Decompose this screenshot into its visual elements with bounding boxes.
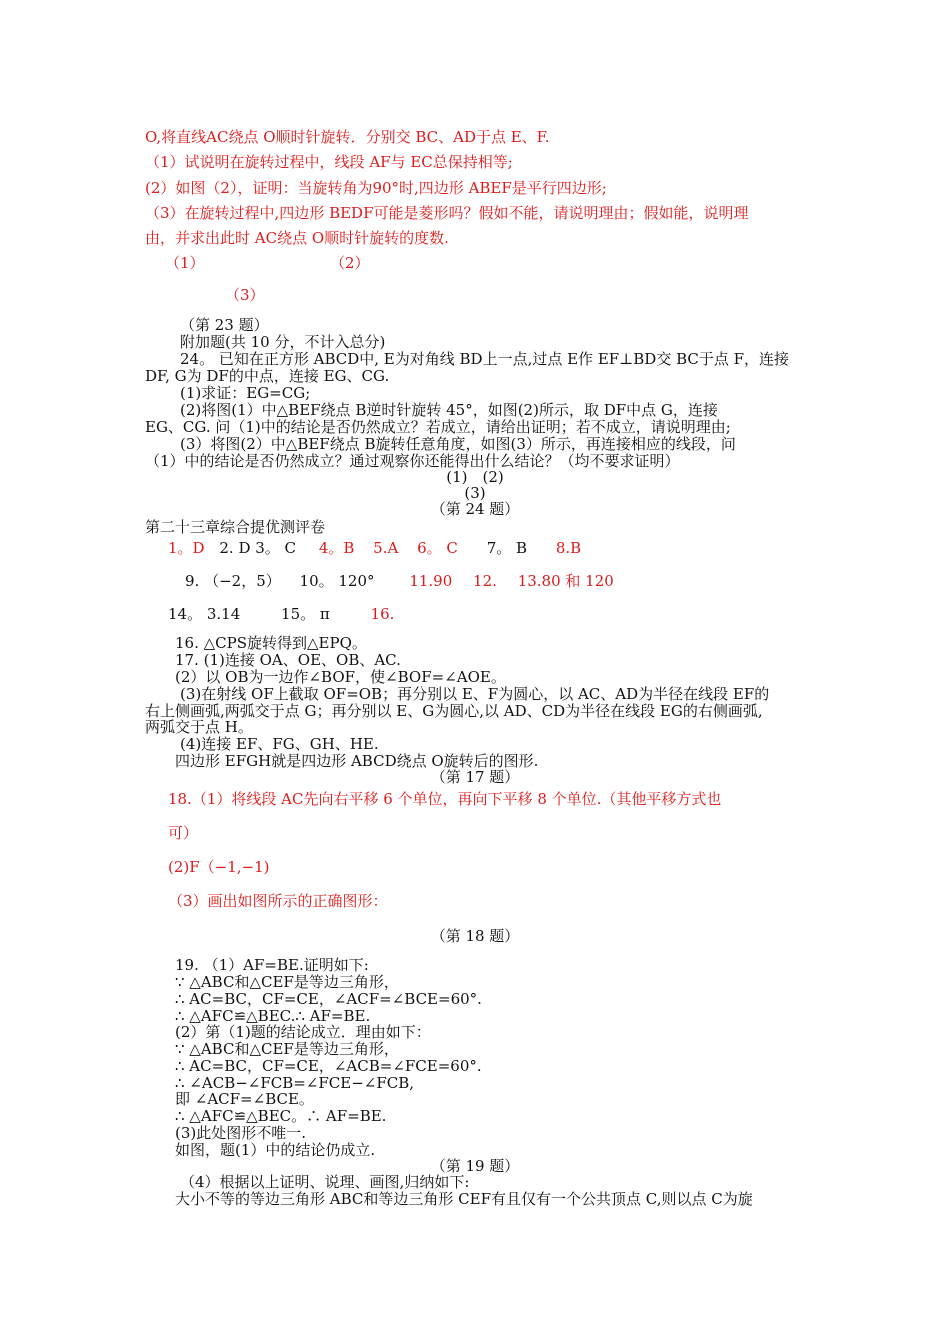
answers-title: 第二十三章综合提优测评卷	[145, 518, 326, 536]
q24-figures-label: (1) (2)	[446, 468, 504, 486]
q19-line-9: 即 ∠ACF=∠BCE。	[175, 1090, 314, 1108]
q24-line-5: EG、CG. 问（1)中的结论是否仍然成立？若成立，请给出证明；若不成立，请说明理由;	[145, 418, 731, 436]
q23-line-1: O,将直线AC绕点 O顺时针旋转．分别交 BC、AD于点 E、F.	[145, 128, 550, 146]
answer-15: 15。 π	[281, 605, 330, 623]
q23-line-5: 由，并求出此时 AC绕点 O顺时针旋转的度数.	[145, 229, 449, 247]
answer-10: 10。 120°	[299, 572, 375, 590]
q23-figure-1-label: （1）	[165, 254, 205, 272]
q23-caption: （第 23 题）	[180, 316, 269, 334]
q17-caption: （第 17 题）	[430, 768, 520, 786]
q16-text: 16. △CPS旋转得到△EPQ。	[175, 634, 367, 652]
q18-line-1: 18.（1）将线段 AC先向右平移 6 个单位，再向下平移 8 个单位.（其他平移方式也	[168, 790, 722, 808]
q23-line-4: （3）在旋转过程中,四边形 BEDF可能是菱形吗？假如不能，请说明理由；假如能，说明理	[145, 204, 749, 222]
q24-caption: （第 24 题）	[430, 500, 520, 518]
answer-12: 12.	[473, 572, 497, 590]
q19-line-7: ∴ AC=BC，CF=CE，∠ACB=∠FCE=60°.	[175, 1057, 482, 1075]
q24-figure-3-label: (3)	[464, 484, 486, 502]
q19-line-14: 大小不等的等边三角形 ABC和等边三角形 CEF有且仅有一个公共顶点 C,则以点 C为旋	[175, 1190, 753, 1208]
q19-line-13: （4）根据以上证明、说理、画图,归纳如下:	[180, 1173, 470, 1191]
answers-row-2	[185, 571, 614, 591]
answer-5: 5.A	[373, 539, 399, 557]
q24-line-7: （1）中的结论是否仍然成立？通过观察你还能得出什么结论？（均不要求证明）	[145, 452, 680, 470]
answer-16: 16.	[370, 605, 395, 623]
answer-14: 14。 3.14	[168, 605, 241, 623]
q19-line-6: ∵ △ABC和△CEF是等边三角形，	[175, 1040, 399, 1058]
q24-line-1: 24。 已知在正方形 ABCD中, E为对角线 BD上一点,过点 E作 EF⊥BD交 BC于点 F，连接	[180, 350, 790, 368]
q18-line-3: (2)F（−1,−1)	[168, 858, 270, 876]
q24-line-3: (1)求证：EG=CG;	[180, 384, 311, 402]
extra-header: 附加题(共 10 分，不计入总分)	[180, 333, 386, 351]
answer-2-3: 2. D 3。 C	[219, 539, 297, 557]
q23-line-3: (2）如图（2），证明：当旋转角为90°时,四边形 ABEF是平行四边形;	[145, 179, 607, 197]
q19-line-10: ∴ △AFC≌△BEC。∴ AF=BE.	[175, 1107, 387, 1125]
q19-line-1: 19. （1）AF=BE.证明如下:	[175, 956, 369, 974]
q17-line-3: (3)在射线 OF上截取 OF=OB；再分别以 E、F为圆心，以 AC、AD为半径在线段 EF的	[180, 685, 770, 703]
q17-line-5: 两弧交于点 H。	[145, 718, 253, 736]
answer-8: 8.B	[555, 539, 582, 557]
q19-line-11: (3)此处图形不唯一.	[175, 1124, 307, 1142]
q17-line-2: (2）以 OB为一边作∠BOF，使∠BOF=∠AOE。	[175, 668, 506, 686]
q18-line-2: 可）	[168, 824, 199, 842]
q17-line-1: 17. (1)连接 OA、OE、OB、AC.	[175, 651, 401, 669]
q17-line-6: (4)连接 EF、FG、GH、HE.	[180, 735, 379, 753]
q24-line-4: (2)将图(1）中△BEF绕点 B逆时针旋转 45°，如图(2)所示，取 DF中点 G，连接	[180, 401, 718, 419]
q19-line-5: (2）第（1)题的结论成立．理由如下：	[175, 1023, 431, 1041]
answer-11: 11.90	[409, 572, 453, 590]
q23-line-2: （1）试说明在旋转过程中，线段 AF与 EC总保持相等;	[145, 153, 513, 171]
q19-line-8: ∴ ∠ACB−∠FCB=∠FCE−∠FCB,	[175, 1074, 415, 1092]
q23-figure-2-label: （2）	[330, 254, 370, 272]
q19-line-4: ∴ △AFC≌△BEC.∴ AF=BE.	[175, 1007, 371, 1025]
answers-row-3	[168, 604, 394, 624]
answers-row-1	[168, 538, 581, 558]
answer-4: 4。B	[318, 539, 355, 557]
q18-line-4: （3）画出如图所示的正确图形：	[168, 892, 388, 910]
q24-line-6: (3）将图(2）中△BEF绕点 B旋转任意角度，如图(3）所示，再连接相应的线段，问	[180, 435, 736, 453]
answer-6: 6。 C	[417, 539, 458, 557]
q24-line-2: DF, G为 DF的中点，连接 EG、CG.	[145, 367, 390, 385]
q17-line-4: 右上侧画弧,两弧交于点 G；再分别以 E、G为圆心,以 AD、CD为半径在线段 EG的右侧画弧,	[145, 702, 763, 720]
q23-figure-3-label: （3）	[225, 286, 265, 304]
answer-9: 9. （−2，5）	[185, 572, 281, 590]
q17-line-7: 四边形 EFGH就是四边形 ABCD绕点 O旋转后的图形.	[175, 752, 539, 770]
answer-7: 7。 B	[486, 539, 528, 557]
q19-caption: （第 19 题）	[430, 1157, 520, 1175]
q19-line-2: ∵ △ABC和△CEF是等边三角形，	[175, 973, 399, 991]
q18-caption: （第 18 题）	[430, 927, 520, 945]
answer-13: 13.80 和 120	[517, 572, 614, 590]
q19-line-3: ∴ AC=BC，CF=CE，∠ACF=∠BCE=60°.	[175, 990, 482, 1008]
answer-1: 1。D	[168, 539, 205, 557]
q19-line-12: 如图，题(1）中的结论仍成立.	[175, 1141, 376, 1159]
